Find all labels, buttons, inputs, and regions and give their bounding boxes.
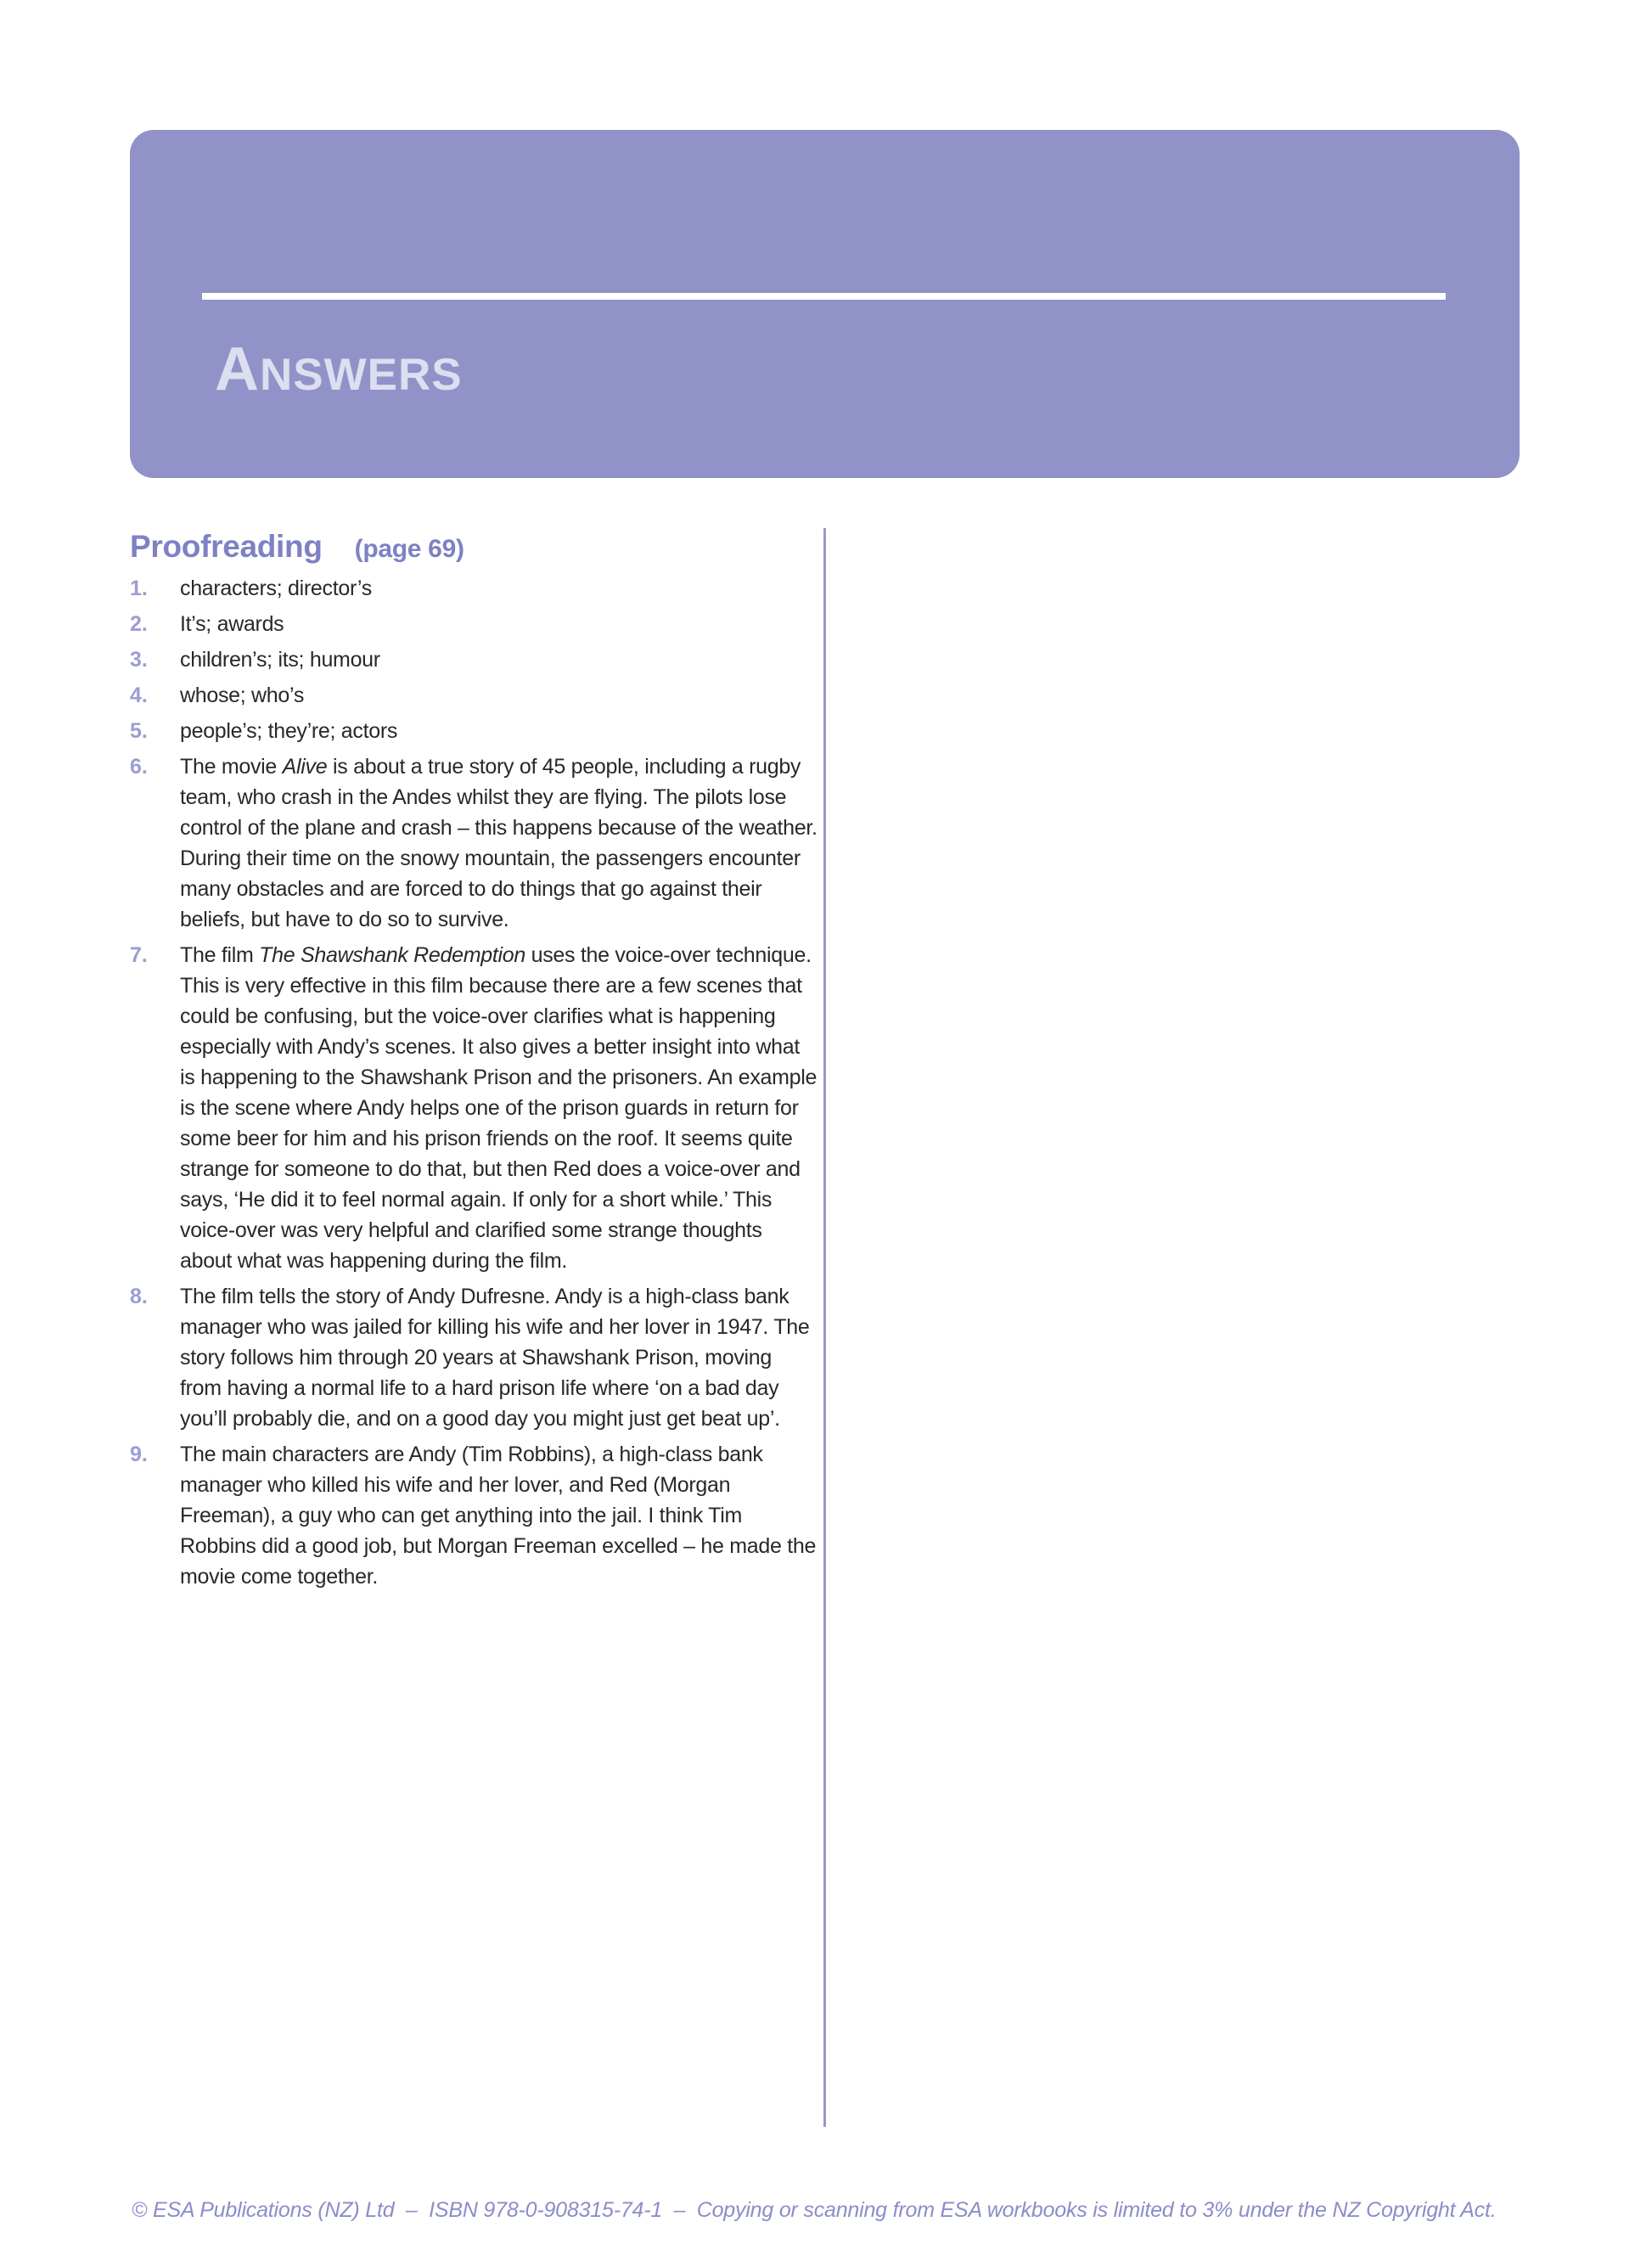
answers-column	[130, 529, 826, 1597]
title-underline	[202, 293, 1446, 300]
answers-header-panel	[130, 130, 1520, 478]
answer-number: 2.	[130, 612, 148, 636]
answer-text: characters; director’s	[180, 576, 372, 600]
answer-row	[130, 644, 826, 675]
answer-text: The film The Shawshank Redemption uses the voice-over technique. This is very effective in this film because there are a few scenes that could be confusing, but the voice-over clarifies what is happening especially with Andy’s scenes. It also gives a better insight into what is happening to the Shawshank Prison and the prisoners. An example is the scene where Andy helps one of the prison guards in return for some beer for him and his prison friends on the roof. It seems quite strange for someone to do that, but then Red does a voice-over and says, ‘He did it to feel normal again. If only for a short while.’ This voice-over was very helpful and clarified some strange thoughts about what was happening during the film.	[180, 943, 818, 1273]
section-title: Proofreading	[130, 529, 323, 564]
answer-number: 8.	[130, 1285, 148, 1308]
answer-number: 9.	[130, 1443, 148, 1466]
answer-text: people’s; they’re; actors	[180, 719, 398, 743]
answer-row	[130, 751, 826, 935]
answer-text: whose; who’s	[180, 683, 305, 707]
answer-text: The film tells the story of Andy Dufresne. Andy is a high-class bank manager who was jailed for killing his wife and her lover in 1947. The story follows him through 20 years at Shawshank Prison, moving from having a normal life to a hard prison life where ‘on a bad day you’ll probably die, and on a good day you might just get beat up’.	[180, 1285, 810, 1431]
answer-number: 1.	[130, 576, 148, 600]
section-heading	[130, 529, 826, 565]
answer-row	[130, 573, 826, 604]
answer-text: children’s; its; humour	[180, 648, 380, 672]
footer-copyright: © ESA Publications (NZ) Ltd – ISBN 978-0-908315-74-1 – Copying or scanning from ESA workbooks is limited to 3% under the NZ Copyright Act.	[132, 2198, 1497, 2222]
page-title-initial: A	[215, 335, 260, 403]
column-divider	[823, 528, 826, 2127]
answer-row	[130, 680, 826, 711]
answer-number: 5.	[130, 719, 148, 743]
section-page-ref: (page 69)	[354, 535, 464, 563]
answer-text: The main characters are Andy (Tim Robbins), a high-class bank manager who killed his wife and her lover, and Red (Morgan Freeman), a guy who can get anything into the jail. I think Tim Robbins did a good job, but Morgan Freeman excelled – he made the movie come together.	[180, 1443, 817, 1589]
answer-row	[130, 1281, 826, 1434]
answer-number: 4.	[130, 683, 148, 707]
page-title	[215, 335, 463, 403]
answers-list	[130, 573, 826, 1592]
answer-number: 7.	[130, 943, 148, 967]
answer-row	[130, 1439, 826, 1592]
answer-text: The movie Alive is about a true story of 45 people, including a rugby team, who crash in the Andes whilst they are flying. The pilots lose control of the plane and crash – this happens because of the weather. During their time on the snowy mountain, the passengers encounter many obstacles and are forced to do things that go against their beliefs, but have to do so to survive.	[180, 755, 818, 931]
answer-number: 3.	[130, 648, 148, 672]
answer-text: It’s; awards	[180, 612, 284, 636]
page-title-rest: NSWERS	[260, 350, 463, 400]
answer-row	[130, 609, 826, 639]
answer-row	[130, 940, 826, 1276]
answer-number: 6.	[130, 755, 148, 779]
answer-row	[130, 716, 826, 746]
